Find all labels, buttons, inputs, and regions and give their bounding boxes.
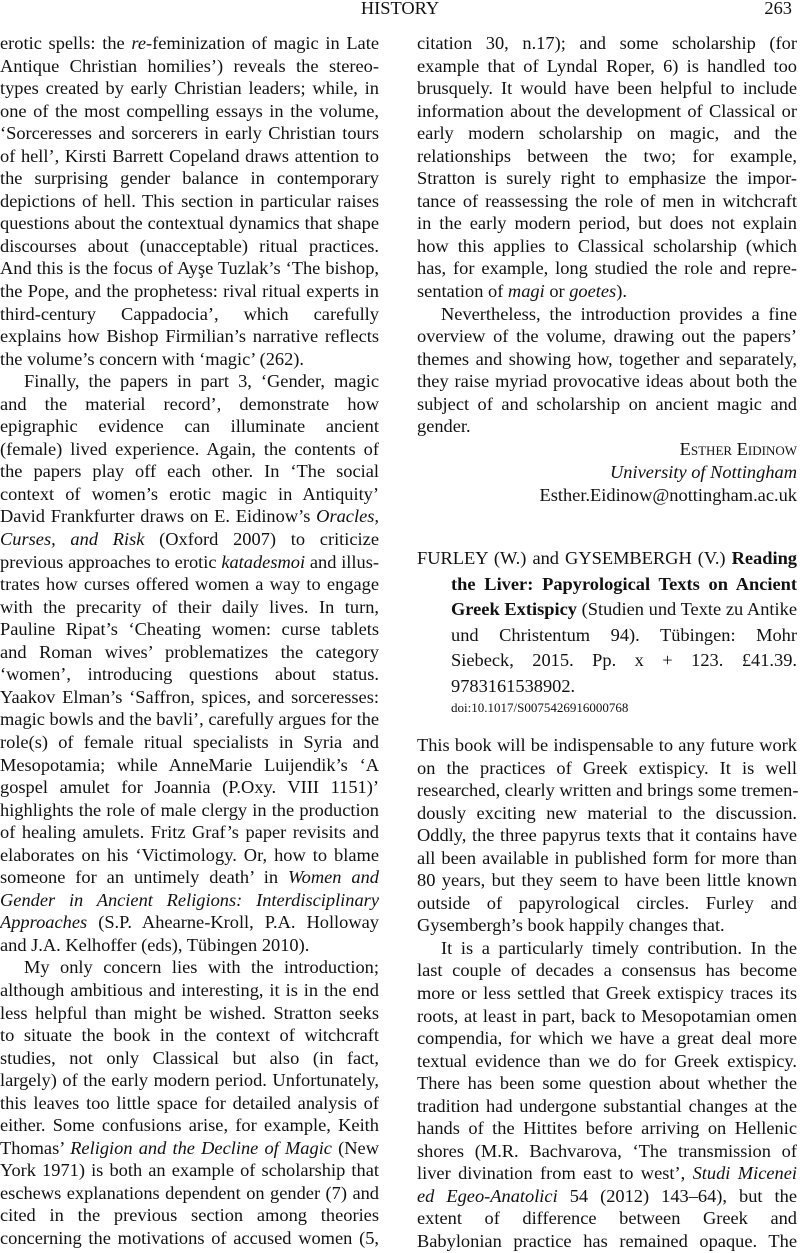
citation-line: Greek Extispicy (Studien und Texte zu Antike [451, 599, 797, 619]
paragraph [417, 937, 797, 1253]
text-line: outside of papyrological circles. Furley and [417, 892, 797, 913]
text-line: early modern scholarship on magic, and the [417, 123, 797, 144]
text-line: ‘women’, introducing questions about status. [0, 664, 379, 685]
text-line: explains how Bishop Firmilian’s narrative reflects [0, 326, 379, 347]
paragraph [0, 370, 379, 956]
text-line: (female) lived experience. Again, the contents of [0, 438, 379, 459]
text-line: hands of the Hittites before arriving on Hellenic [417, 1118, 797, 1139]
text-line: types created by early Christian leaders; while, in [0, 78, 379, 99]
text-line: tradition had undergone substantial changes at the [417, 1095, 797, 1116]
text-line: ed Egeo-Anatolici 54 (2012) 143–64), but the [417, 1185, 797, 1206]
text-line: Yaakov Elman’s ‘Saffron, spices, and sorceresses: [0, 686, 379, 707]
text-line: There has been some question about whether the [417, 1073, 797, 1094]
text-line: studies, not only Classical but also (in fact, [0, 1047, 379, 1068]
citation-line: Siebeck, 2015. Pp. x + 123. £41.39. [451, 650, 797, 670]
citation-line: 9783161538902. [451, 675, 576, 696]
text-line: in the early modern period, but does not explain [417, 213, 797, 234]
text-line: third-century Cappadocia’, which carefully [0, 303, 379, 324]
text-line: and Roman wives’ problematizes the category [0, 641, 379, 662]
text-line: less helpful than might be wished. Stratton seeks [0, 1002, 379, 1023]
text-line: although ambitious and interesting, it is in the end [0, 979, 379, 1000]
text-line: one of the most compelling essays in the volume, [0, 100, 379, 121]
text-line: researched, clearly written and brings some tremen- [417, 780, 799, 801]
text-line: dously exciting new material to the discussion. [417, 802, 797, 823]
text-line: all been available in published form for more than [417, 847, 797, 868]
text-line: roots, at least in part, back to Mesopotamian omen [417, 1005, 797, 1026]
text-line: the surprising gender balance in contemporary [0, 168, 379, 189]
text-line: either. Some confusions arise, for example, Keith [0, 1115, 379, 1136]
paragraph [0, 956, 379, 1249]
text-line: the volume’s concern with ‘magic’ (262). [0, 348, 305, 369]
paragraph [417, 32, 797, 303]
text-line: 80 years, but they seem to have been little known [417, 870, 797, 891]
text-line: on the practices of Greek extispicy. It is well [417, 757, 797, 778]
text-line: they raise myriad provocative ideas about both the [417, 371, 797, 392]
book-citation [417, 546, 797, 699]
text-line: someone for an untimely death’ in Women and [0, 867, 379, 888]
text-line: role(s) of female ritual specialists in Syria and [0, 731, 379, 752]
text-line: Stratton is surely right to emphasize the impor- [417, 168, 797, 189]
text-line: tance of reassessing the role of men in witchcraft [417, 190, 797, 211]
text-line: more or less settled that Greek extispicy traces its [417, 983, 797, 1004]
text-line: citation 30, n.17); and some scholarship (for [417, 33, 797, 53]
text-line: ‘Sorceresses and sorcerers in early Christian tours [0, 123, 379, 144]
text-line: My only concern lies with the introduction; [24, 957, 379, 978]
paragraph [0, 32, 379, 370]
text-line: of hell’, Kirsti Barrett Copeland draws attention to [0, 145, 379, 166]
text-line: Nevertheless, the introduction provides a fine [441, 303, 797, 324]
text-line: Oddly, the three papyrus texts that it contains have [417, 825, 797, 846]
text-line: and J.A. Kelhoffer (eds), Tübingen 2010). [0, 934, 310, 955]
reviewer-affiliation [417, 461, 797, 484]
text-line: Babylonian practice has remained opaque. The [417, 1231, 797, 1252]
text-line: overview of the volume, drawing out the papers’ [417, 326, 797, 347]
text-line: sentation of magi or goetes). [417, 281, 627, 302]
left-column [0, 32, 379, 1250]
text-line: last couple of decades a consensus has become [417, 960, 797, 981]
reviewer-email[interactable]: Esther.Eidinow@nottingham.ac.uk [539, 484, 797, 505]
text-line: relationships between the two; for example, [417, 145, 797, 166]
text-line: discourses about (unacceptable) ritual practices. [0, 235, 379, 256]
text-line: gender. [417, 416, 471, 437]
text-line: erotic spells: the re-feminization of magic in Late [0, 33, 379, 53]
text-line: cited in the previous section among theories [0, 1205, 379, 1226]
citation-line: und Christentum 94). Tübingen: Mohr [451, 624, 797, 645]
text-line: compendia, for which we have a great deal more [417, 1028, 797, 1049]
doi-link[interactable]: doi:10.1017/S0075426916000768 [451, 700, 629, 715]
text-line: trates how curses offered women a way to engage [0, 574, 379, 595]
text-line: York 1971) is both an example of scholarship that [0, 1160, 379, 1181]
text-line: liver divination from east to west’, Studi Micenei [417, 1163, 797, 1184]
text-line: brusquely. It would have been helpful to include [417, 78, 797, 99]
text-line: Mesopotamia; while AnneMarie Luijendik’s ‘A [0, 754, 379, 775]
citation-line: the Liver: Papyrological Texts on Ancient [451, 573, 797, 594]
text-line: highlights the role of male clergy in the production [0, 799, 379, 820]
text-line: subject of and scholarship on ancient magic and [417, 393, 797, 414]
running-title: HISTORY [360, 0, 440, 18]
text-line: has, for example, long studied the role and repre- [417, 258, 797, 279]
book-entry [417, 546, 797, 717]
text-line: And this is the focus of Ayşe Tuzlak’s ‘The bishop, [0, 258, 379, 279]
text-line: example that of Lyndal Roper, 6) is handled too [417, 55, 797, 76]
text-line: concerning the motivations of accused women (5, [0, 1227, 379, 1248]
paragraph [417, 734, 797, 937]
reviewer-name: Esther Eidinow [679, 438, 797, 459]
text-line: shores (M.R. Bachvarova, ‘The transmission of [417, 1140, 797, 1161]
text-line: Antique Christian homilies’) reveals the stereo- [0, 55, 379, 76]
text-line: themes and showing how, together and separately, [417, 348, 797, 369]
text-line: Approaches (S.P. Ahearne-Kroll, P.A. Holloway [0, 912, 379, 933]
review-paragraphs [417, 32, 797, 438]
text-line: to situate the book in the context of witchcraft [0, 1025, 379, 1046]
text-line: eschews explanations dependent on gender (7) and [0, 1182, 379, 1203]
text-line: Thomas’ Religion and the Decline of Magic (New [0, 1137, 380, 1158]
affiliation-text: University of Nottingham [610, 461, 797, 482]
text-line: this leaves too little space for detailed analysis of [0, 1092, 379, 1113]
right-column-review-end [417, 32, 797, 507]
text-line: of healing amulets. Fritz Graf’s paper revisits and [0, 822, 379, 843]
text-line: the papers play off each other. In ‘The social [0, 461, 379, 482]
text-line: David Frankfurter draws on E. Eidinow’s Oracles, [0, 506, 379, 527]
text-line: elaborates on his ‘Victimology. Or, how to blame [0, 844, 379, 865]
text-line: context of women’s erotic magic in Antiquity’ [0, 483, 379, 504]
text-line: gospel amulet for Joannia (P.Oxy. VIII 1151)’ [0, 777, 379, 798]
text-line: Gender in Ancient Religions: Interdisciplinary [0, 889, 379, 910]
text-line: It is a particularly timely contribution. In the [441, 937, 797, 958]
text-line: previous approaches to erotic katadesmoi and illus- [0, 551, 380, 572]
text-line: questions about the contextual dynamics that shape [0, 213, 379, 234]
text-line: Gysembergh’s book happily changes that. [417, 915, 725, 936]
paragraph [417, 303, 797, 438]
text-line: extent of difference between Greek and [417, 1208, 797, 1229]
text-line: epigraphic evidence can illuminate ancient [0, 416, 379, 437]
text-line: Curses, and Risk (Oxford 2007) to criticize [0, 529, 379, 550]
text-line: information about the development of Classical or [417, 100, 797, 121]
text-line: and the material record’, demonstrate how [0, 393, 379, 414]
text-line: magic bowls and the bavli’, carefully argues for the [0, 709, 380, 730]
text-line: Finally, the papers in part 3, ‘Gender, magic [24, 371, 379, 392]
text-line: textual evidence than we do for Greek extispicy. [417, 1050, 797, 1071]
text-line: how this applies to Classical scholarship (which [417, 235, 797, 256]
text-line: the Pope, and the prophetess: rival ritual experts in [0, 281, 379, 302]
text-line: Pauline Ripat’s ‘Cheating women: curse tablets [0, 619, 379, 640]
page-number: 263 [764, 0, 792, 18]
text-line: depictions of hell. This section in particular raises [0, 190, 379, 211]
text-line: largely) of the early modern period. Unfortunately, [0, 1070, 379, 1091]
citation-line: FURLEY (W.) and GYSEMBERGH (V.) Reading [417, 548, 797, 568]
text-line: with the precarity of their daily lives. In turn, [0, 596, 379, 617]
text-line: This book will be indispensable to any future work [417, 735, 797, 755]
new-review [417, 734, 797, 1253]
